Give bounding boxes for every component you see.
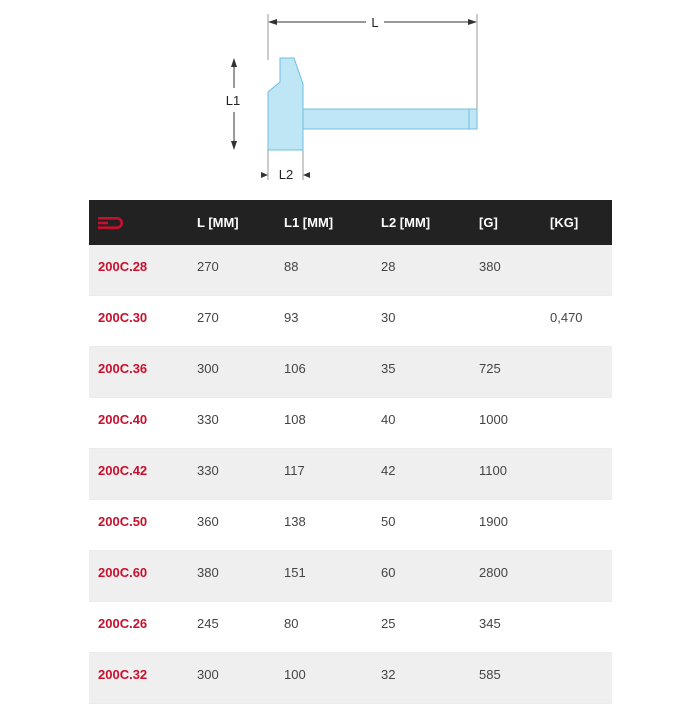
l1-cell: 100 (284, 667, 306, 682)
weight-kg-cell: 0,470 (550, 310, 583, 325)
header-L: L [MM] (197, 215, 239, 230)
weight-g-cell: 1000 (479, 412, 508, 427)
l1-cell: 138 (284, 514, 306, 529)
header-L1: L1 [MM] (284, 215, 334, 230)
length-cell: 330 (197, 463, 219, 478)
weight-g-cell: 585 (479, 667, 501, 682)
length-cell: 300 (197, 667, 219, 682)
l1-cell: 106 (284, 361, 306, 376)
length-cell: 360 (197, 514, 219, 529)
length-cell: 245 (197, 616, 219, 631)
l1-cell: 93 (284, 310, 299, 325)
table-row (89, 449, 612, 500)
table-row (89, 653, 612, 704)
weight-g-cell: 380 (479, 259, 501, 274)
spec-table (89, 200, 612, 704)
l1-cell: 80 (284, 616, 299, 631)
reference-cell[interactable]: 200C.40 (98, 412, 148, 427)
table-row (89, 500, 612, 551)
reference-cell[interactable]: 200C.36 (98, 361, 148, 376)
table-row (89, 296, 612, 347)
table-row (89, 602, 612, 653)
hammer-drawing (268, 58, 477, 150)
weight-g-cell: 1100 (479, 463, 507, 478)
weight-g-cell: 1900 (479, 514, 508, 529)
hammer-head (268, 58, 303, 150)
reference-cell[interactable]: 200C.50 (98, 514, 148, 529)
weight-g-cell: 345 (479, 616, 501, 631)
length-cell: 270 (197, 310, 219, 325)
l1-cell: 88 (284, 259, 299, 274)
table-row (89, 398, 612, 449)
table-header (89, 200, 612, 245)
hammer-handle (302, 109, 477, 129)
reference-cell[interactable]: 200C.60 (98, 565, 148, 580)
header-weight-kg: [KG] (550, 215, 579, 230)
label-L1: L1 (225, 93, 241, 108)
length-cell: 270 (197, 259, 219, 274)
l2-cell: 25 (381, 616, 396, 631)
label-L2: L2 (278, 167, 294, 182)
l2-cell: 28 (381, 259, 396, 274)
l1-cell: 151 (284, 565, 306, 580)
length-cell: 330 (197, 412, 219, 427)
reference-cell[interactable]: 200C.42 (98, 463, 148, 478)
table-row (89, 347, 612, 398)
table-row (89, 245, 612, 296)
l2-cell: 40 (381, 412, 396, 427)
l2-cell: 35 (381, 361, 396, 376)
header-weight-g: [G] (479, 215, 498, 230)
hammer-dimension-diagram (0, 0, 700, 190)
l2-cell: 30 (381, 310, 396, 325)
table-row (89, 551, 612, 602)
l2-cell: 50 (381, 514, 396, 529)
weight-g-cell: 725 (479, 361, 501, 376)
reference-cell[interactable]: 200C.32 (98, 667, 148, 682)
weight-g-cell: 2800 (479, 565, 508, 580)
l1-cell: 108 (284, 412, 306, 427)
l2-cell: 32 (381, 667, 396, 682)
l2-cell: 42 (381, 463, 396, 478)
dimension-L1 (226, 58, 240, 150)
brand-logo-icon (98, 200, 126, 245)
label-L: L (371, 15, 379, 30)
reference-cell[interactable]: 200C.30 (98, 310, 148, 325)
reference-cell[interactable]: 200C.28 (98, 259, 148, 274)
l1-cell: 117 (284, 463, 305, 478)
l2-cell: 60 (381, 565, 396, 580)
header-L2: L2 [MM] (381, 215, 431, 230)
length-cell: 380 (197, 565, 219, 580)
length-cell: 300 (197, 361, 219, 376)
reference-cell[interactable]: 200C.26 (98, 616, 148, 631)
dimension-L2 (261, 150, 310, 182)
